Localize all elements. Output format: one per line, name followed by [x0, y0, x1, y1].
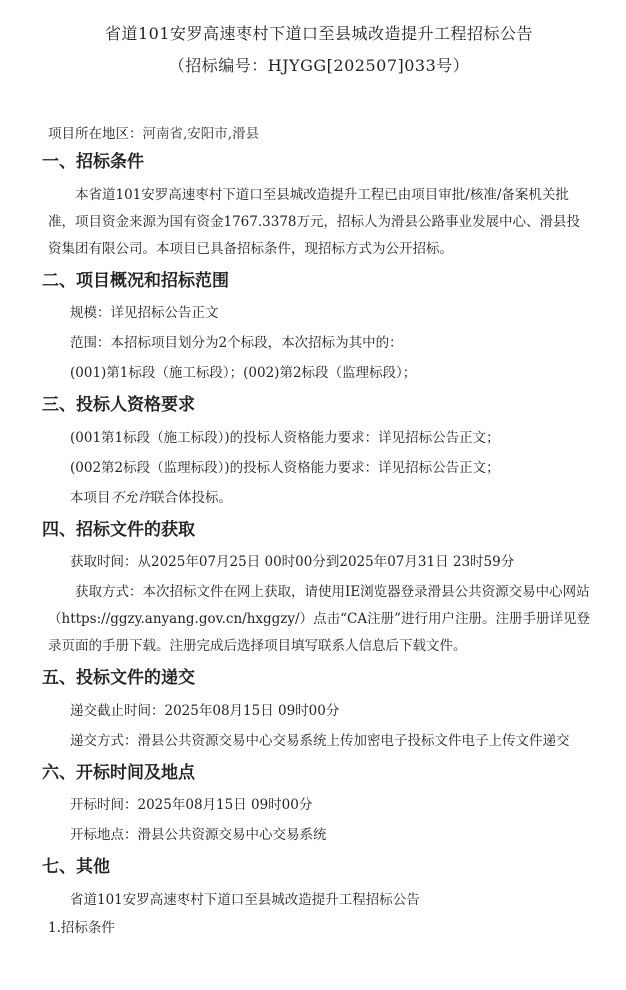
submit-method: 递交方式：滑县公共资源交易中心交易系统上传加密电子投标文件电子上传文件递交 [70, 732, 570, 749]
section-heading-submit-bids: 五、投标文件的递交 [42, 668, 195, 689]
tender-conditions-text: 本省道101安罗高速枣村下道口至县城改造提升工程已由项目审批/核准/备案机关批准，项目资金来源为国有资金1767.3378万元，招标人为滑县公路事业发展中心、滑县投资集团有限公司。本项目已具备招标条件，现招标方式为公开招标。 [48, 186, 581, 257]
opening-place: 开标地点：滑县公共资源交易中心交易系统 [70, 827, 327, 844]
document-page [0, 22, 626, 990]
section-heading-tender-conditions: 一、招标条件 [42, 152, 144, 173]
section-heading-bidder-qualification: 三、投标人资格要求 [42, 395, 195, 416]
joint-bid-policy: 本项目不允许联合体投标。 [70, 489, 232, 506]
project-lots: (001)第1标段（施工标段）；(002)第2标段（监理标段）； [70, 365, 417, 382]
section-heading-obtain-documents: 四、招标文件的获取 [42, 519, 195, 540]
tender-number: （招标编号：HJYGG[202507]033号） [168, 56, 470, 75]
section-heading-other: 七、其他 [42, 857, 110, 878]
obtain-method: 获取方式：本次招标文件在网上获取，请使用IE浏览器登录滑县公共资源交易中心网站（https://ggzy.anyang.gov.cn/hxggzy/）点击“CA注册”进行用户注册。注册手册详见登录页面的手册下载。注册完成后选择项目填写联系人信息后下载文件。 [48, 584, 590, 655]
other-text: 省道101安罗高速枣村下道口至县城改造提升工程招标公告 [70, 891, 420, 908]
page-title: 省道101安罗高速枣村下道口至县城改造提升工程招标公告 [104, 24, 534, 43]
section-heading-project-overview: 二、项目概况和招标范围 [42, 270, 229, 291]
region-label: 项目所在地区： [48, 126, 143, 142]
project-scale: 规模：详见招标公告正文 [70, 305, 219, 322]
other-subheading: 1.招标条件 [48, 919, 115, 936]
obtain-time: 获取时间：从2025年07月25日 00时00分到2025年07月31日 23时59分 [70, 554, 515, 571]
opening-time: 开标时间：2025年08月15日 09时00分 [70, 797, 313, 814]
project-region [48, 124, 590, 144]
project-scope: 范围：本招标项目划分为2个标段，本次招标为其中的： [70, 335, 403, 352]
qualification-lot-1: (001第1标段（施工标段）)的投标人资格能力要求：详见招标公告正文； [70, 429, 500, 446]
qualification-lot-2: (002第2标段（监理标段）)的投标人资格能力要求：详见招标公告正文； [70, 459, 500, 476]
submit-deadline: 递交截止时间：2025年08月15日 09时00分 [70, 702, 340, 719]
section-heading-bid-opening: 六、开标时间及地点 [42, 762, 195, 783]
joint-bid-not-allowed: 不允许 [110, 489, 151, 506]
region-value: 河南省,安阳市,滑县 [142, 126, 260, 142]
